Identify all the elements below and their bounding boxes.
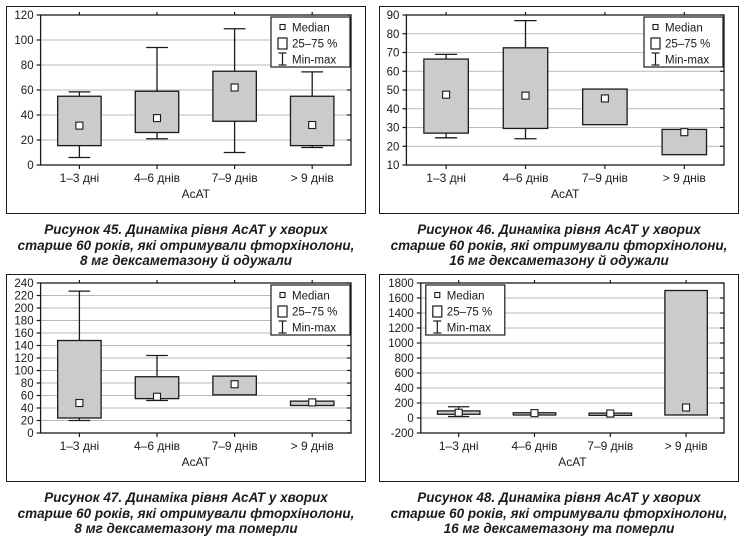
box-series-1 — [135, 356, 178, 401]
svg-text:600: 600 — [394, 368, 414, 380]
caption-line: 8 мг дексаметазону й одужали — [80, 253, 292, 268]
caption-line: старше 60 років, які отримували фторхінолони, — [17, 505, 355, 521]
svg-text:7–9 днів: 7–9 днів — [211, 171, 258, 185]
median-marker — [601, 95, 608, 102]
svg-text:100: 100 — [14, 35, 34, 47]
median-marker — [76, 400, 83, 407]
caption-line: Рисунок 45. Динаміка рівня АсАТ у хворих — [44, 222, 328, 237]
x-axis-labels — [60, 439, 334, 453]
svg-text:220: 220 — [14, 290, 34, 303]
boxplot-figure-46 — [380, 7, 737, 212]
figure-47-cell — [0, 268, 373, 536]
boxplot-figure-48 — [380, 275, 737, 480]
svg-text:50: 50 — [386, 85, 400, 97]
median-marker — [231, 84, 238, 91]
y-axis-labels — [387, 10, 400, 172]
figure-45-caption — [6, 222, 366, 269]
median-marker — [681, 129, 688, 136]
box-series-2 — [589, 410, 631, 417]
svg-text:4–6 днів: 4–6 днів — [133, 171, 181, 185]
box-series-2 — [213, 376, 256, 395]
svg-text:1200: 1200 — [388, 323, 414, 335]
x-axis-title: АсАТ — [558, 455, 587, 469]
figure-46-chart-panel — [379, 6, 739, 214]
median-marker — [607, 410, 614, 417]
svg-text:> 9 днів: > 9 днів — [290, 171, 334, 185]
svg-text:200: 200 — [394, 398, 414, 410]
svg-text:7–9 днів: 7–9 днів — [211, 439, 258, 453]
median-square-icon — [435, 293, 440, 298]
svg-text:20: 20 — [20, 415, 34, 428]
svg-text:200: 200 — [14, 303, 34, 315]
x-axis-labels — [60, 171, 334, 185]
box-series-3 — [662, 129, 706, 155]
caption-line: старше 60 років, які отримували фторхінолони, — [390, 505, 728, 521]
svg-text:1800: 1800 — [388, 278, 414, 290]
legend-label: 25–75 % — [665, 38, 711, 51]
median-marker — [455, 409, 462, 416]
svg-text:80: 80 — [386, 28, 400, 41]
svg-text:1–3 дні: 1–3 дні — [426, 171, 466, 185]
box-series-3 — [290, 72, 333, 148]
box-series-0 — [58, 291, 101, 420]
quartile-box — [213, 71, 256, 121]
figure-46-cell — [373, 0, 746, 268]
figure-48-chart-panel — [379, 274, 739, 482]
legend-label: Min-max — [292, 322, 337, 335]
caption-line: 16 мг дексаметазону та померли — [443, 521, 675, 536]
quartile-box — [665, 291, 707, 416]
figure-45-cell — [0, 0, 373, 268]
quartile-box — [290, 96, 333, 145]
svg-text:800: 800 — [394, 353, 414, 365]
caption-line: Рисунок 46. Динаміка рівня АсАТ у хворих — [417, 222, 701, 237]
svg-text:40: 40 — [20, 403, 34, 415]
legend-label: Median — [665, 22, 703, 35]
legend — [271, 285, 350, 335]
legend-label: Min-max — [292, 54, 337, 67]
median-marker — [76, 122, 83, 129]
legend-label: Median — [292, 290, 330, 303]
box-series-2 — [213, 29, 256, 153]
boxplot-figure-45 — [7, 7, 364, 212]
box-series-2 — [583, 89, 627, 125]
box-series-3 — [665, 291, 707, 416]
svg-text:70: 70 — [386, 47, 400, 60]
quartile-box-icon — [433, 306, 442, 317]
median-marker — [531, 410, 538, 417]
quartile-box — [135, 91, 178, 132]
median-marker — [522, 92, 529, 99]
legend — [644, 17, 723, 67]
caption-line: Рисунок 48. Динаміка рівня АсАТ у хворих — [417, 490, 701, 505]
quartile-box — [503, 48, 547, 129]
x-axis-title: АсАТ — [181, 187, 211, 201]
y-axis-labels — [14, 278, 33, 440]
svg-text:10: 10 — [386, 160, 400, 172]
legend-label: 25–75 % — [292, 306, 338, 319]
caption-line: старше 60 років, які отримували фторхінолони, — [390, 237, 728, 253]
svg-text:240: 240 — [14, 278, 34, 290]
median-square-icon — [653, 25, 658, 30]
svg-text:80: 80 — [20, 60, 34, 72]
box-series-0 — [58, 92, 101, 158]
svg-text:80: 80 — [20, 378, 34, 390]
y-axis-labels — [388, 278, 414, 440]
x-axis-labels — [426, 171, 706, 185]
svg-text:30: 30 — [386, 122, 400, 135]
svg-text:4–6 днів: 4–6 днів — [133, 439, 181, 453]
median-marker — [309, 399, 316, 406]
box-series-1 — [503, 21, 547, 139]
figure-47-chart-panel — [6, 274, 366, 482]
quartile-box — [58, 96, 101, 145]
svg-text:90: 90 — [386, 10, 400, 22]
legend-label: Median — [292, 22, 330, 35]
svg-text:7–9 днів: 7–9 днів — [587, 439, 634, 453]
svg-text:100: 100 — [14, 365, 34, 378]
median-marker — [683, 404, 690, 411]
box-series-1 — [513, 410, 555, 417]
svg-text:160: 160 — [14, 328, 34, 340]
svg-text:0: 0 — [407, 413, 414, 425]
svg-text:> 9 днів: > 9 днів — [662, 171, 706, 185]
median-marker — [443, 91, 450, 98]
median-marker — [154, 115, 161, 122]
caption-line: 16 мг дексаметазону й одужали — [449, 253, 669, 268]
svg-text:0: 0 — [27, 428, 34, 440]
svg-text:120: 120 — [14, 10, 34, 22]
box-series-3 — [290, 399, 333, 406]
figure-48-caption — [379, 490, 739, 536]
svg-text:-200: -200 — [390, 428, 414, 440]
svg-text:180: 180 — [14, 315, 34, 328]
svg-text:400: 400 — [394, 383, 414, 395]
x-axis-labels — [439, 439, 708, 453]
median-marker — [231, 381, 238, 388]
box-series-0 — [437, 407, 479, 417]
median-square-icon — [280, 25, 285, 30]
svg-text:20: 20 — [20, 135, 34, 147]
caption-line: 8 мг дексаметазону та померли — [74, 521, 298, 536]
svg-text:> 9 днів: > 9 днів — [290, 439, 334, 453]
svg-text:60: 60 — [20, 390, 34, 403]
caption-line: старше 60 років, які отримували фторхінолони, — [17, 237, 355, 253]
figure-47-caption — [6, 490, 366, 536]
quartile-box-icon — [651, 38, 660, 49]
figure-48-cell — [373, 268, 746, 536]
svg-text:60: 60 — [20, 85, 34, 97]
svg-text:4–6 днів: 4–6 днів — [511, 439, 558, 453]
svg-text:> 9 днів: > 9 днів — [664, 439, 708, 453]
svg-text:4–6 днів: 4–6 днів — [502, 171, 549, 185]
svg-text:1–3 дні: 1–3 дні — [438, 439, 479, 453]
caption-line: Рисунок 47. Динаміка рівня АсАТ у хворих — [44, 490, 328, 505]
figure-46-caption — [379, 222, 739, 269]
box-series-1 — [135, 48, 178, 139]
y-axis-labels — [14, 10, 33, 172]
svg-text:40: 40 — [386, 103, 400, 116]
legend-label: 25–75 % — [292, 38, 338, 51]
boxplot-figure-47 — [7, 275, 364, 480]
quartile-box-icon — [278, 38, 287, 49]
svg-text:1–3 дні: 1–3 дні — [59, 439, 100, 453]
median-square-icon — [280, 293, 285, 298]
legend — [271, 17, 350, 67]
figure-45-chart-panel — [6, 6, 366, 214]
svg-text:1000: 1000 — [388, 338, 414, 350]
svg-text:120: 120 — [14, 353, 34, 365]
median-marker — [309, 122, 316, 129]
box-series-0 — [424, 54, 468, 137]
legend-label: Min-max — [446, 322, 491, 335]
svg-text:1–3 дні: 1–3 дні — [59, 171, 100, 185]
legend-label: Min-max — [665, 54, 710, 67]
svg-text:40: 40 — [20, 110, 34, 122]
svg-text:20: 20 — [386, 141, 400, 154]
svg-text:0: 0 — [27, 160, 34, 172]
svg-text:140: 140 — [14, 340, 34, 353]
median-marker — [154, 393, 161, 400]
svg-text:7–9 днів: 7–9 днів — [581, 171, 628, 185]
legend-label: Median — [446, 290, 485, 303]
legend — [426, 285, 505, 335]
legend-label: 25–75 % — [446, 306, 493, 319]
svg-text:60: 60 — [386, 66, 400, 79]
svg-text:1400: 1400 — [388, 308, 414, 320]
svg-text:1600: 1600 — [388, 293, 414, 305]
quartile-box-icon — [278, 306, 287, 317]
x-axis-title: АсАТ — [550, 187, 580, 201]
x-axis-title: АсАТ — [181, 455, 211, 469]
